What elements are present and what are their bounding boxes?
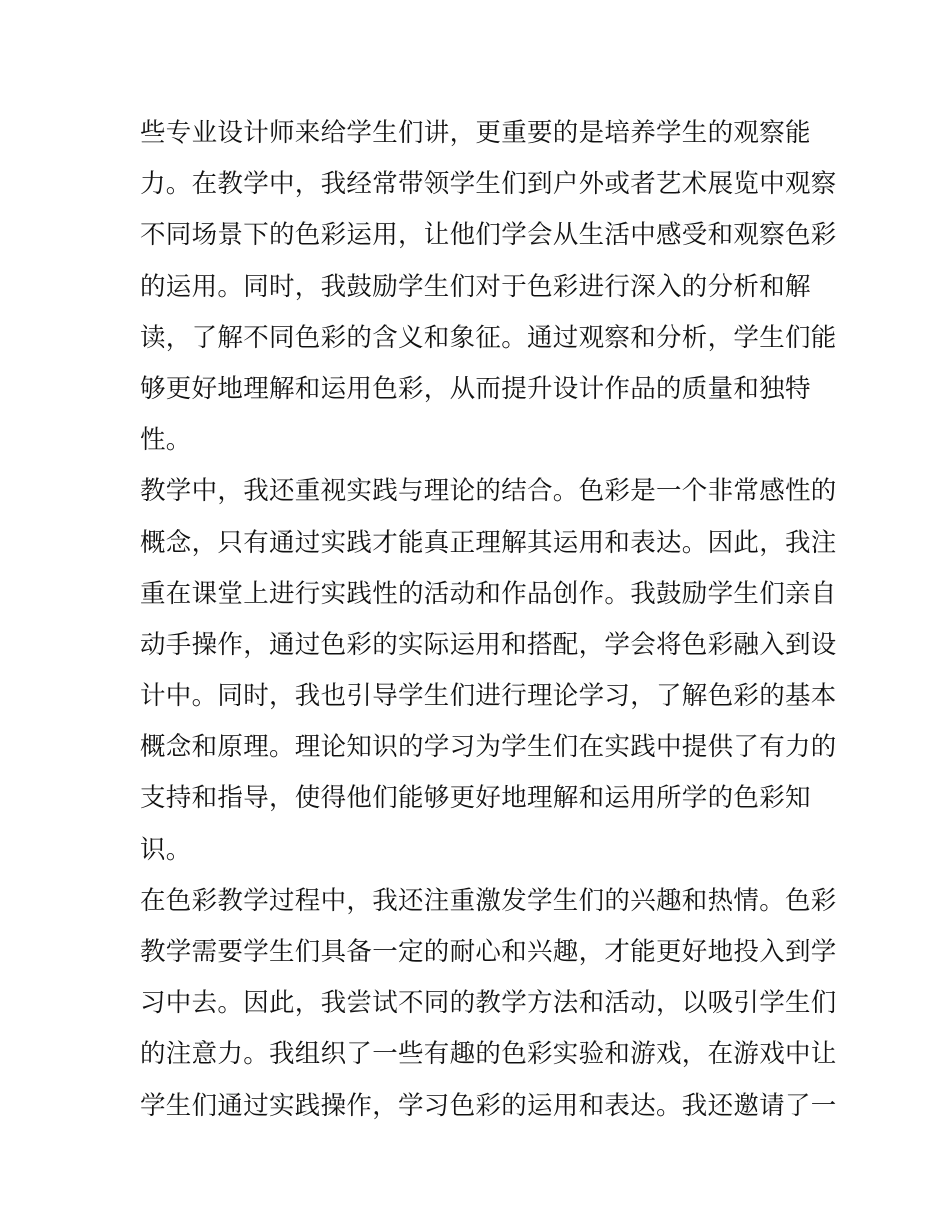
text-line: 不同场景下的色彩运用，让他们学会从生活中感受和观察色彩 xyxy=(140,220,837,251)
text-line: 读，了解不同色彩的含义和象征。通过观察和分析，学生们能 xyxy=(140,322,837,353)
text-line: 教学需要学生们具备一定的耐心和兴趣，才能更好地投入到学 xyxy=(140,937,837,967)
text-line: 学生们通过实践操作，学习色彩的运用和表达。我还邀请了一 xyxy=(140,1090,837,1121)
text-line: 概念和原理。理论知识的学习为学生们在实践中提供了有力的 xyxy=(140,732,837,763)
text-line: 够更好地理解和运用色彩，从而提升设计作品的质量和独特 xyxy=(140,373,811,404)
text-line: 力。在教学中，我经常带领学生们到户外或者艺术展览中观察 xyxy=(140,169,837,200)
text-line: 识。 xyxy=(140,834,192,865)
text-line: 动手操作，通过色彩的实际运用和搭配，学会将色彩融入到设 xyxy=(140,629,837,660)
text-line: 教学中，我还重视实践与理论的结合。色彩是一个非常感性的 xyxy=(140,476,837,507)
body-text xyxy=(140,108,837,1132)
text-line: 的注意力。我组织了一些有趣的色彩实验和游戏，在游戏中让 xyxy=(140,1039,837,1070)
text-line: 些专业设计师来给学生们讲，更重要的是培养学生的观察能 xyxy=(140,118,811,148)
text-line: 概念，只有通过实践才能真正理解其运用和表达。因此，我注 xyxy=(140,527,837,558)
text-line: 性。 xyxy=(140,425,192,456)
text-line: 在色彩教学过程中，我还注重激发学生们的兴趣和热情。色彩 xyxy=(140,885,837,916)
text-line: 计中。同时，我也引导学生们进行理论学习，了解色彩的基本 xyxy=(140,681,837,712)
text-line: 的运用。同时，我鼓励学生们对于色彩进行深入的分析和解 xyxy=(140,271,811,302)
text-line: 支持和指导，使得他们能够更好地理解和运用所学的色彩知 xyxy=(140,783,811,814)
text-line: 习中去。因此，我尝试不同的教学方法和活动，以吸引学生们 xyxy=(140,988,837,1019)
text-line: 重在课堂上进行实践性的活动和作品创作。我鼓励学生们亲自 xyxy=(140,578,837,609)
